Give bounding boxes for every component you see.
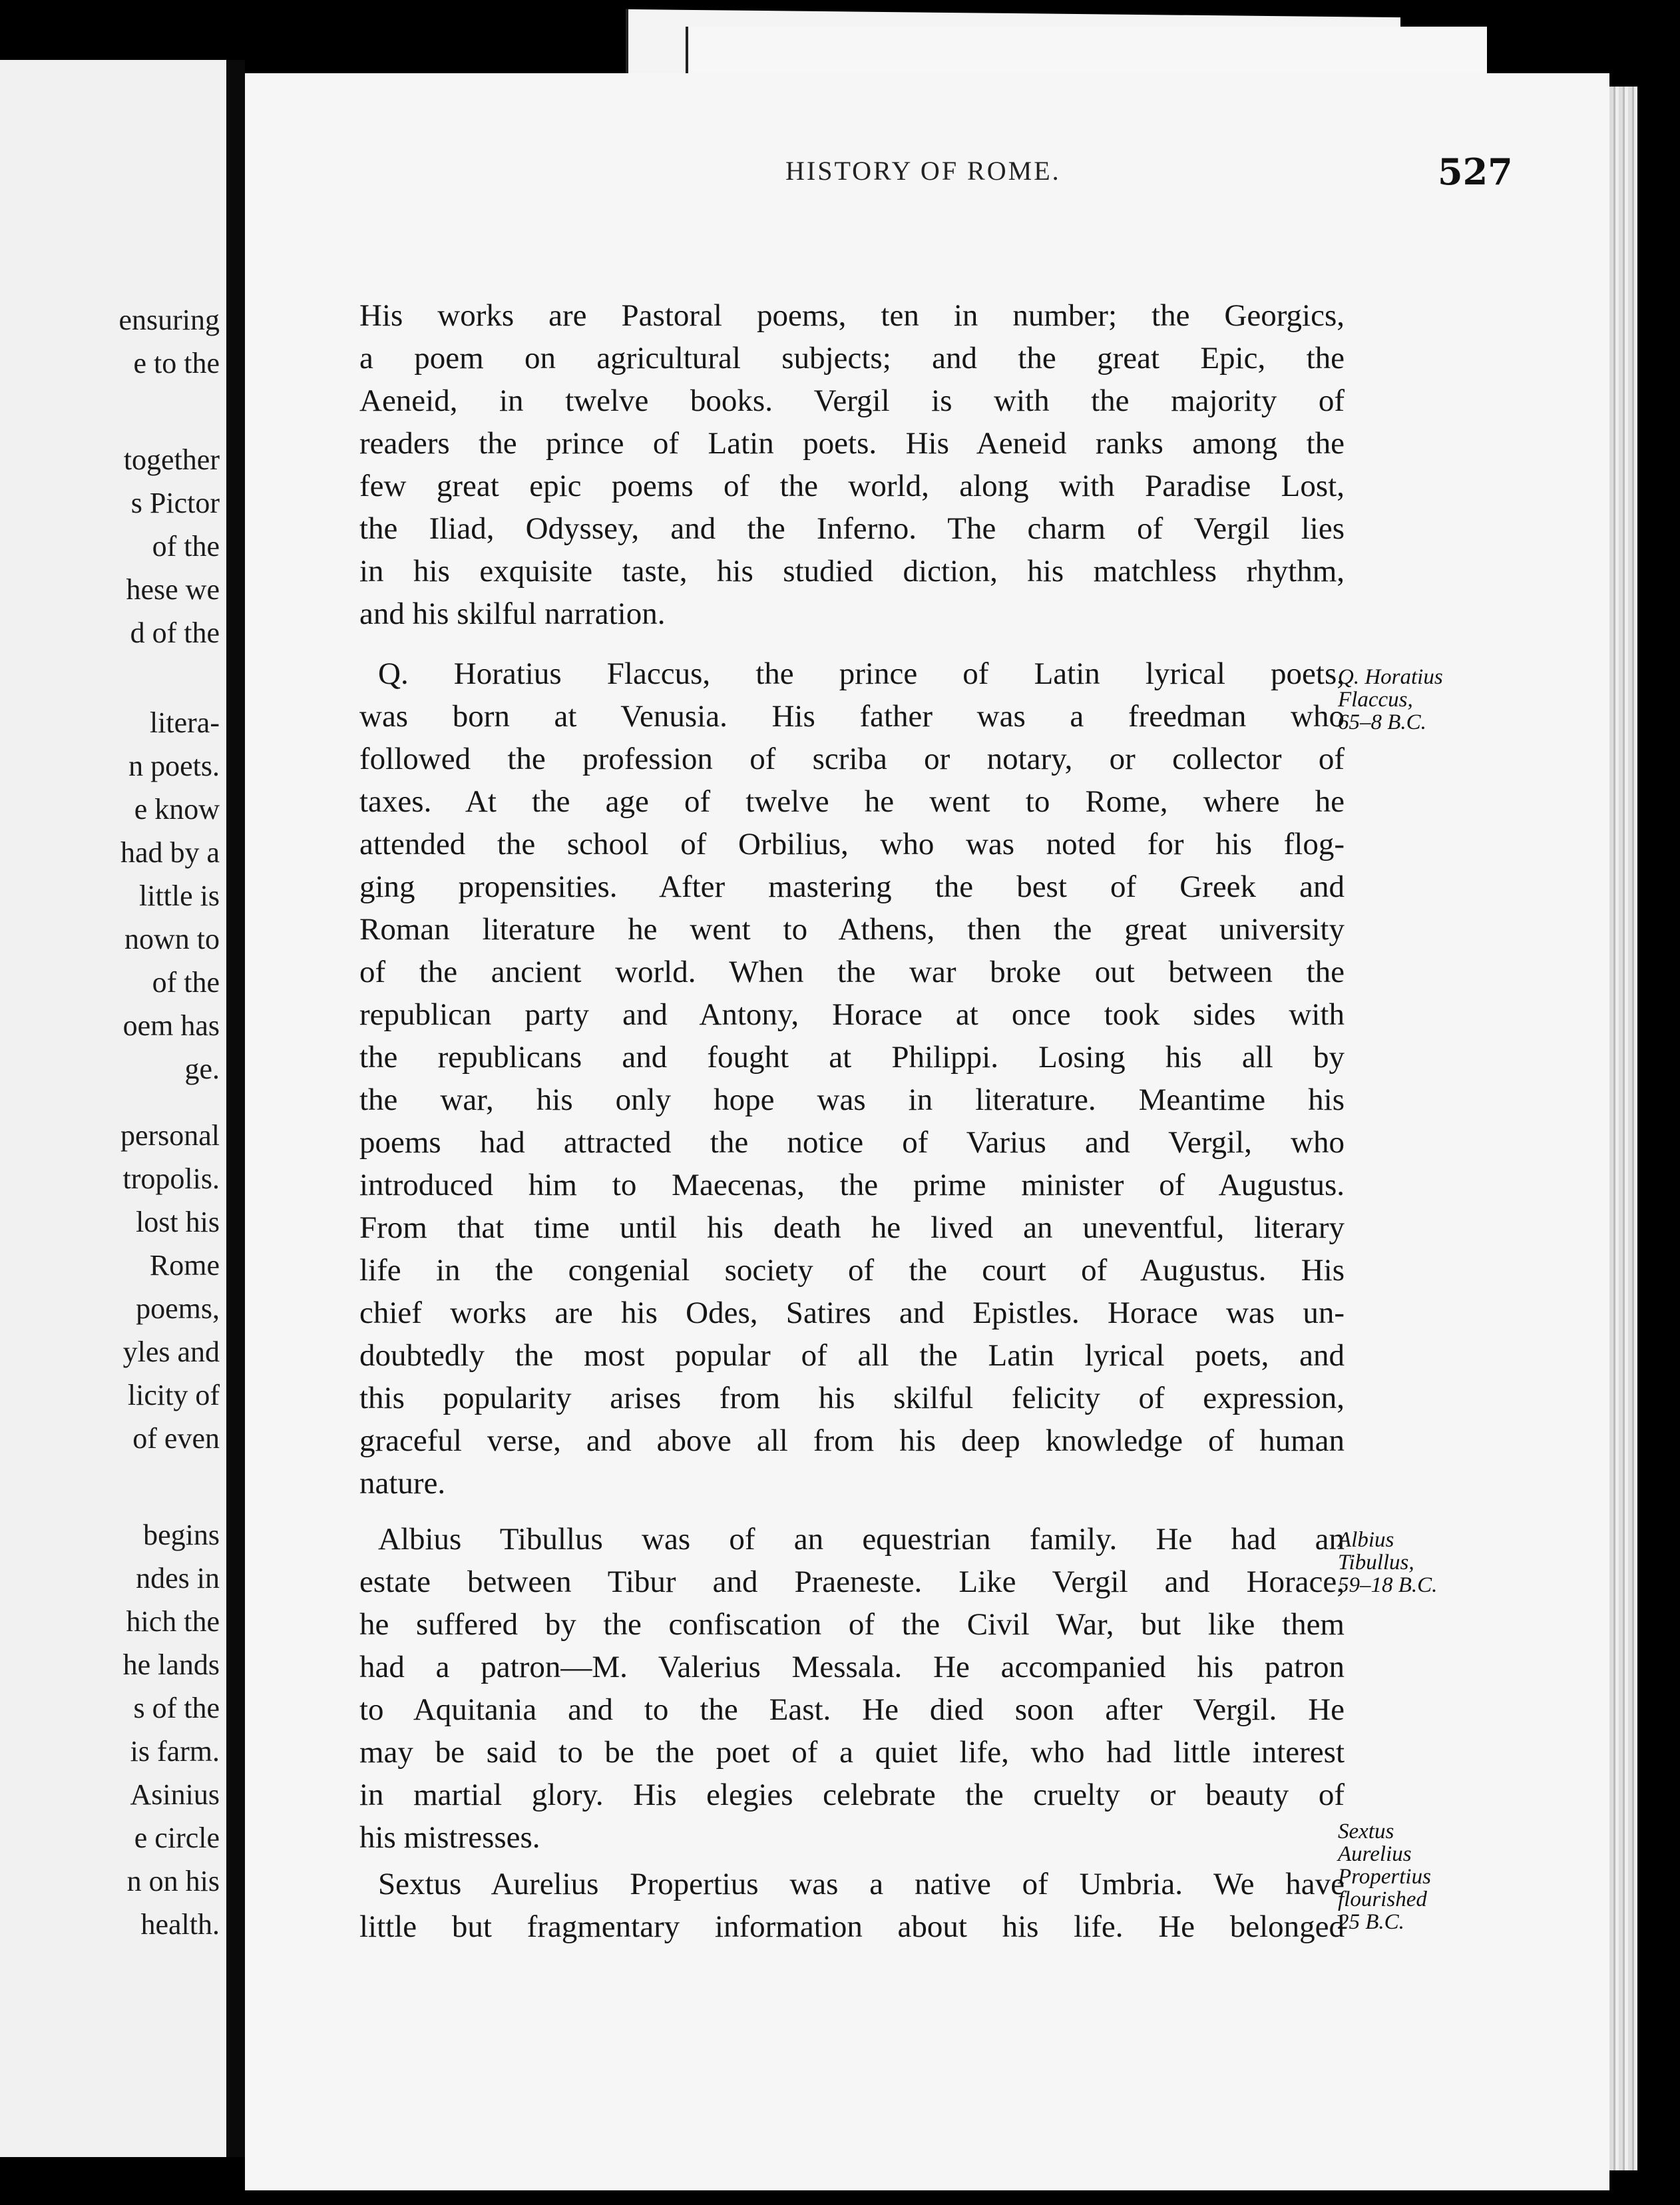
left-fragment-line: is farm. bbox=[130, 1735, 220, 1768]
text-line: this popularity arises from his skilful felicity of expression, bbox=[359, 1381, 1345, 1415]
left-fragment-line: poems, bbox=[136, 1292, 220, 1325]
left-page-fragment bbox=[0, 60, 226, 2157]
text-line: poems had attracted the notice of Varius and Vergil, who bbox=[359, 1125, 1345, 1160]
left-fragment-line: s Pictor bbox=[130, 487, 220, 519]
left-fragment-line: ge. bbox=[184, 1053, 220, 1085]
text-line: graceful verse, and above all from his deep knowledge of human bbox=[359, 1423, 1345, 1458]
text-line: was born at Venusia. His father was a freedman who bbox=[359, 699, 1345, 734]
side-note-horatius bbox=[1338, 666, 1443, 734]
text-line: may be said to be the poet of a quiet life, who had little interest bbox=[359, 1735, 1345, 1770]
book-gutter bbox=[226, 60, 245, 2157]
text-line: introduced him to Maecenas, the prime minister of Augustus. bbox=[359, 1168, 1345, 1202]
text-line: Roman literature he went to Athens, then the great university bbox=[359, 912, 1345, 947]
text-line: Sextus Aurelius Propertius was a native of Umbria. We have bbox=[378, 1867, 1345, 1901]
left-fragment-line: oem has bbox=[122, 1009, 220, 1042]
left-fragment-line: ndes in bbox=[136, 1562, 220, 1594]
text-line: doubtedly the most popular of all the Latin lyrical poets, and bbox=[359, 1338, 1345, 1373]
left-fragment-line: e to the bbox=[133, 347, 220, 379]
text-line: followed the profession of scriba or notary, or collector of bbox=[359, 742, 1345, 776]
left-fragment-line: begins bbox=[143, 1519, 220, 1551]
left-fragment-line: of the bbox=[152, 966, 220, 999]
side-note-line: 59–18 B.C. bbox=[1338, 1573, 1438, 1597]
side-note-tibullus bbox=[1338, 1529, 1437, 1596]
left-fragment-line: nown to bbox=[124, 923, 220, 955]
text-line: His works are Pastoral poems, ten in number; the Georgics, bbox=[359, 298, 1345, 333]
left-fragment-line: yles and bbox=[122, 1336, 220, 1368]
left-fragment-line: he lands bbox=[122, 1648, 220, 1681]
left-fragment-line: litera- bbox=[149, 706, 220, 739]
text-line: had a patron—M. Valerius Messala. He accompanied his patron bbox=[359, 1650, 1345, 1684]
text-line: in martial glory. His elegies celebrate the cruelty or beauty of bbox=[359, 1778, 1345, 1812]
text-line: he suffered by the confiscation of the Civil War, but like them bbox=[359, 1607, 1345, 1642]
side-note-line: flourished bbox=[1338, 1887, 1427, 1911]
left-fragment-line: of the bbox=[152, 530, 220, 563]
left-fragment-line: e know bbox=[134, 793, 220, 826]
left-fragment-line: e circle bbox=[134, 1822, 220, 1854]
left-fragment-line: ensuring bbox=[118, 304, 220, 336]
text-line: chief works are his Odes, Satires and Epistles. Horace was un- bbox=[359, 1296, 1345, 1330]
text-line: estate between Tibur and Praeneste. Like Vergil and Horace, bbox=[359, 1565, 1345, 1599]
running-head: HISTORY OF ROME. bbox=[785, 156, 1061, 186]
side-note-line: Propertius bbox=[1338, 1865, 1431, 1889]
text-line: few great epic poems of the world, along with Paradise Lost, bbox=[359, 469, 1345, 503]
left-fragment-line: together bbox=[123, 443, 220, 476]
side-note-line: Q. Horatius bbox=[1338, 665, 1443, 689]
left-fragment-line: d of the bbox=[130, 616, 220, 649]
text-line: the republicans and fought at Philippi. Losing his all by bbox=[359, 1040, 1345, 1075]
text-line: Aeneid, in twelve books. Vergil is with the majority of bbox=[359, 383, 1345, 418]
text-line: Albius Tibullus was of an equestrian family. He had an bbox=[378, 1522, 1345, 1557]
text-line: the Iliad, Odyssey, and the Inferno. The charm of Vergil lies bbox=[359, 511, 1345, 546]
text-line: attended the school of Orbilius, who was noted for his flog- bbox=[359, 827, 1345, 861]
text-line: readers the prince of Latin poets. His Aeneid ranks among the bbox=[359, 426, 1345, 461]
side-note-line: Sextus bbox=[1338, 1820, 1394, 1843]
left-fragment-line: had by a bbox=[120, 836, 220, 869]
left-fragment-line: n on his bbox=[126, 1865, 220, 1897]
left-fragment-line: hese we bbox=[126, 573, 220, 606]
side-note-line: Flaccus, bbox=[1338, 688, 1413, 712]
text-line: Q. Horatius Flaccus, the prince of Latin lyrical poets, bbox=[378, 656, 1345, 691]
text-line: a poem on agricultural subjects; and the great Epic, the bbox=[359, 341, 1345, 375]
left-fragment-line: health. bbox=[140, 1908, 220, 1941]
left-fragment-line: little is bbox=[139, 879, 220, 912]
text-line: in his exquisite taste, his studied diction, his matchless rhythm, bbox=[359, 554, 1345, 589]
side-note-line: Albius bbox=[1338, 1528, 1394, 1552]
page-edges bbox=[1609, 87, 1637, 2170]
text-line: taxes. At the age of twelve he went to Rome, where he bbox=[359, 784, 1345, 819]
left-fragment-line: lost his bbox=[136, 1206, 220, 1238]
text-line: From that time until his death he lived an uneventful, literary bbox=[359, 1210, 1345, 1245]
left-fragment-line: Asinius bbox=[130, 1778, 220, 1811]
text-line: to Aquitania and to the East. He died soon after Vergil. He bbox=[359, 1692, 1345, 1727]
left-fragment-line: licity of bbox=[127, 1379, 220, 1411]
side-note-line: 65–8 B.C. bbox=[1338, 710, 1426, 734]
text-line: republican party and Antony, Horace at once took sides with bbox=[359, 997, 1345, 1032]
side-note-propertius bbox=[1338, 1820, 1431, 1933]
left-fragment-line: of even bbox=[132, 1422, 220, 1455]
side-note-line: Aurelius bbox=[1338, 1842, 1412, 1866]
text-line: nature. bbox=[359, 1466, 446, 1501]
side-note-line: Tibullus, bbox=[1338, 1551, 1414, 1575]
text-line: and his skilful narration. bbox=[359, 597, 666, 631]
text-line: ging propensities. After mastering the best of Greek and bbox=[359, 869, 1345, 904]
left-fragment-line: tropolis. bbox=[122, 1162, 220, 1195]
text-line: of the ancient world. When the war broke out between the bbox=[359, 955, 1345, 989]
side-note-line: 25 B.C. bbox=[1338, 1910, 1404, 1934]
left-fragment-line: hich the bbox=[126, 1605, 220, 1638]
page-number: 527 bbox=[1438, 150, 1513, 193]
left-fragment-line: Rome bbox=[149, 1249, 220, 1282]
left-fragment-line: n poets. bbox=[128, 750, 220, 782]
text-line: little but fragmentary information about his life. He belonged bbox=[359, 1909, 1345, 1944]
text-line: his mistresses. bbox=[359, 1820, 540, 1855]
text-line: life in the congenial society of the court of Augustus. His bbox=[359, 1253, 1345, 1288]
text-line: the war, his only hope was in literature. Meantime his bbox=[359, 1083, 1345, 1117]
left-fragment-line: s of the bbox=[133, 1692, 220, 1724]
left-fragment-line: personal bbox=[120, 1119, 220, 1152]
